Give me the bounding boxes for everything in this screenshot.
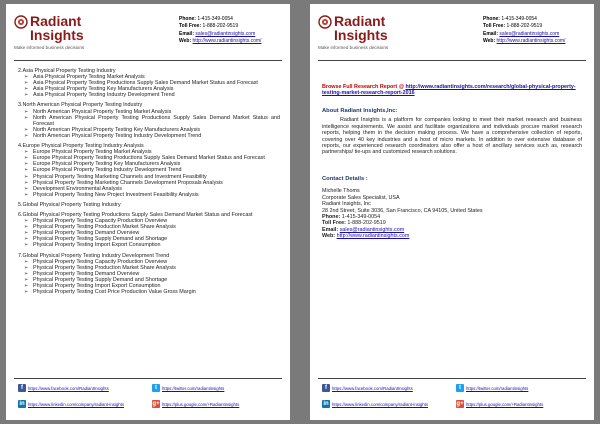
contact-section — [322, 176, 582, 240]
google-plus-link[interactable]: https://plus.google.com/+Radiantinsights — [162, 402, 240, 407]
email-link[interactable]: sales@radiantinsights.com — [499, 30, 560, 37]
toc-section — [18, 202, 280, 208]
toc-item: ➢ Europe Physical Property Testing Market Analysis — [24, 149, 280, 155]
header-contact — [179, 16, 261, 45]
contact-web: Web: http://www.radiantinsights.com — [322, 233, 410, 240]
email-link[interactable]: sales@radiantinsights.com — [195, 30, 256, 37]
report-url-link[interactable]: http://www.radiantinsights.com/research/global-physical-property-testing-market-research-report-2016 — [322, 84, 576, 97]
logo-text-insights: Insights — [30, 27, 84, 43]
logo-tagline: Make informed business decisions — [318, 45, 389, 50]
contact-email-link[interactable]: sales@radiantinsights.com — [339, 226, 405, 233]
facebook-link[interactable]: https://www.facebook.com/RadiantInsights — [332, 386, 413, 391]
tollfree-line: Toll Free: 1-888-202-9519 — [179, 23, 239, 30]
web-link[interactable]: http://www.radiantinsights.com/ — [192, 37, 262, 44]
toc-section-title: 5.Global Physical Property Testing Industry — [18, 201, 121, 208]
toc-section — [18, 143, 280, 198]
logo-text-radiant: Radiant — [334, 13, 386, 29]
header-divider — [318, 60, 586, 61]
toc-item: ➢ Physical Property Testing Cost Price Production Value Gross Margin — [24, 289, 280, 295]
linkedin-icon[interactable]: in — [323, 401, 329, 407]
contact-email: Email: sales@radiantinsights.com — [322, 226, 405, 233]
toc-item-list — [18, 218, 280, 248]
contact-company: Radiant Insights, Inc — [322, 201, 371, 208]
web-line: Web: http://www.radiantinsights.com/ — [483, 37, 566, 44]
logo-tagline: Make informed business decisions — [14, 45, 85, 50]
google-plus-icon[interactable]: g+ — [456, 401, 464, 407]
toc-item-list — [18, 109, 280, 139]
footer-divider — [14, 378, 282, 379]
twitter-link[interactable]: https://twitter.com/radiantinsights — [466, 386, 529, 391]
logo-text-radiant: Radiant — [30, 13, 82, 29]
contact-role: Corporate Sales Specialist, USA — [322, 194, 400, 201]
tollfree-line: Toll Free: 1-888-202-9519 — [483, 23, 543, 30]
logo-text-insights: Insights — [334, 27, 388, 43]
google-plus-link[interactable]: https://plus.google.com/+Radiantinsights — [466, 402, 544, 407]
facebook-link[interactable]: https://www.facebook.com/RadiantInsights — [28, 386, 109, 391]
radiant-insights-logo — [14, 15, 114, 59]
facebook-icon[interactable]: f — [322, 384, 330, 392]
toc-item: ➢ Asia Physical Property Testing Market Analysis — [24, 74, 280, 80]
toc-item: ➢ Physical Property Testing Capacity Production Overview — [24, 259, 280, 265]
email-line: Email: sales@radiantinsights.com — [483, 30, 560, 37]
contact-address: 28 2nd Street, Suite 3036, San Francisco, CA 94105, United States — [322, 207, 483, 214]
toc-item: ➢ Physical Property Testing Production Market Share Analysis — [24, 265, 280, 271]
toc-item: ➢ North American Physical Property Testing Productions Supply Sales Demand Market Status and Forecast — [24, 115, 280, 127]
contact-web-link[interactable]: http://www.radiantinsights.com — [336, 233, 410, 240]
toc-item: ➢ Asia Physical Property Testing Industry Development Trend — [24, 92, 280, 98]
twitter-link[interactable]: https://twitter.com/radiantinsights — [162, 386, 225, 391]
toc-item: ➢ Physical Property Testing Marketing Channels Development Proposals Analysis — [24, 180, 280, 186]
document-page-1 — [6, 4, 290, 420]
toc-item: ➢ Physical Property Testing Supply Demand and Shortage — [24, 236, 280, 242]
toc-section-title: 7.Global Physical Property Testing Industry Development Trend — [18, 252, 170, 259]
contact-phone: Phone: 1-415-349-0054 — [322, 214, 381, 221]
browse-report-line — [322, 84, 582, 97]
toc-item: ➢ North American Physical Property Testing Market Analysis — [24, 109, 280, 115]
header-divider — [14, 60, 282, 61]
toc-section-title: 4.Europe Physical Property Testing Industry Analysis — [18, 143, 144, 150]
toc-item: ➢ North American Physical Property Testing Key Manufacturers Analysis — [24, 127, 280, 133]
toc-item: ➢ Europe Physical Property Testing Industry Development Trend — [24, 167, 280, 173]
toc-item: ➢ Physical Property Testing Demand Overview — [24, 271, 280, 277]
about-paragraph: Radiant Insights is a platform for companies looking to meet their market research and business intelligence requirements. We assist and facilitate organizations and individuals procure market research reports, helping them in the decision making process. We have a comprehensive collection of reports, covering over 40 key industries and a host of micro markets. In addition to over extensive database of reports, our experienced research coordinators also offer a host of ancillary services such as, research partnerships/ tie-ups and customized research solutions. — [322, 117, 582, 156]
table-of-contents — [18, 68, 280, 295]
header-contact — [483, 16, 565, 45]
radiant-insights-logo — [318, 15, 418, 59]
toc-item: ➢ Physical Property Testing Supply Demand and Shortage — [24, 277, 280, 283]
email-line: Email: sales@radiantinsights.com — [179, 30, 256, 37]
toc-item-list — [18, 74, 280, 98]
toc-item: ➢ Physical Property Testing Import Export Consumption — [24, 283, 280, 289]
toc-item: ➢ Physical Property Testing Capacity Production Overview — [24, 218, 280, 224]
browse-label: Browse Full Research Report @ — [322, 84, 404, 90]
toc-item: ➢ Physical Property Testing New Project Investment Feasibility Analysis — [24, 192, 280, 198]
toc-item: ➢ Physical Property Testing Demand Overview — [24, 230, 280, 236]
phone-line: Phone: 1-415-349-0054 — [483, 16, 537, 22]
document-page-2 — [310, 4, 594, 420]
logo-mark-icon — [318, 15, 332, 29]
toc-section — [18, 253, 280, 296]
contact-heading: Contact Details : — [322, 176, 368, 182]
linkedin-link[interactable]: https://www.linkedin.com/company/radiant-insights — [332, 402, 429, 407]
toc-section — [18, 68, 280, 98]
contact-name: Michelle Thoms — [322, 188, 360, 195]
toc-item: ➢ Physical Property Testing Marketing Channels and Investment Feasibility — [24, 174, 280, 180]
toc-item: ➢ Physical Property Testing Import Export Consumption — [24, 242, 280, 248]
facebook-icon[interactable]: f — [18, 384, 26, 392]
toc-item: ➢ North American Physical Property Testing Industry Development Trend — [24, 133, 280, 139]
contact-tollfree: Toll Free: 1-888-202-9519 — [322, 220, 386, 227]
toc-item: ➢ Development Environmental Analysis — [24, 186, 280, 192]
linkedin-icon[interactable]: in — [19, 401, 25, 407]
about-heading: About Radiant Insights,Inc: — [322, 108, 398, 114]
footer-divider — [318, 378, 586, 379]
toc-item: ➢ Physical Property Testing Production Market Share Analysis — [24, 224, 280, 230]
web-link[interactable]: http://www.radiantinsights.com/ — [496, 37, 566, 44]
logo-mark-icon — [14, 15, 28, 29]
toc-item: ➢ Asia Physical Property Testing Key Manufacturers Analysis — [24, 86, 280, 92]
toc-item: ➢ Asia Physical Property Testing Productions Supply Sales Demand Market Status and Forecast — [24, 80, 280, 86]
toc-section — [18, 212, 280, 249]
toc-section-title: 3.North American Physical Property Testing Industry — [18, 102, 143, 109]
toc-section-title: 6.Global Physical Property Testing Productions Supply Sales Demand Market Status and Forecast — [18, 211, 253, 218]
toc-section — [18, 102, 280, 139]
about-section — [322, 108, 582, 156]
phone-line: Phone: 1-415-349-0054 — [179, 16, 233, 22]
toc-section-title: 2.Asia Physical Property Testing Industry — [18, 68, 116, 74]
toc-item: ➢ Europe Physical Property Testing Productions Supply Sales Demand Market Status and Forecast — [24, 155, 280, 161]
google-plus-icon[interactable]: g+ — [152, 401, 160, 407]
twitter-icon[interactable]: t — [152, 384, 160, 392]
toc-item-list — [18, 149, 280, 198]
toc-item-list — [18, 259, 280, 296]
toc-item: ➢ Europe Physical Property Testing Key Manufacturers Analysis — [24, 161, 280, 167]
web-line: Web: http://www.radiantinsights.com/ — [179, 37, 262, 44]
linkedin-link[interactable]: https://www.linkedin.com/company/radiant-insights — [28, 402, 125, 407]
twitter-icon[interactable]: t — [456, 384, 464, 392]
